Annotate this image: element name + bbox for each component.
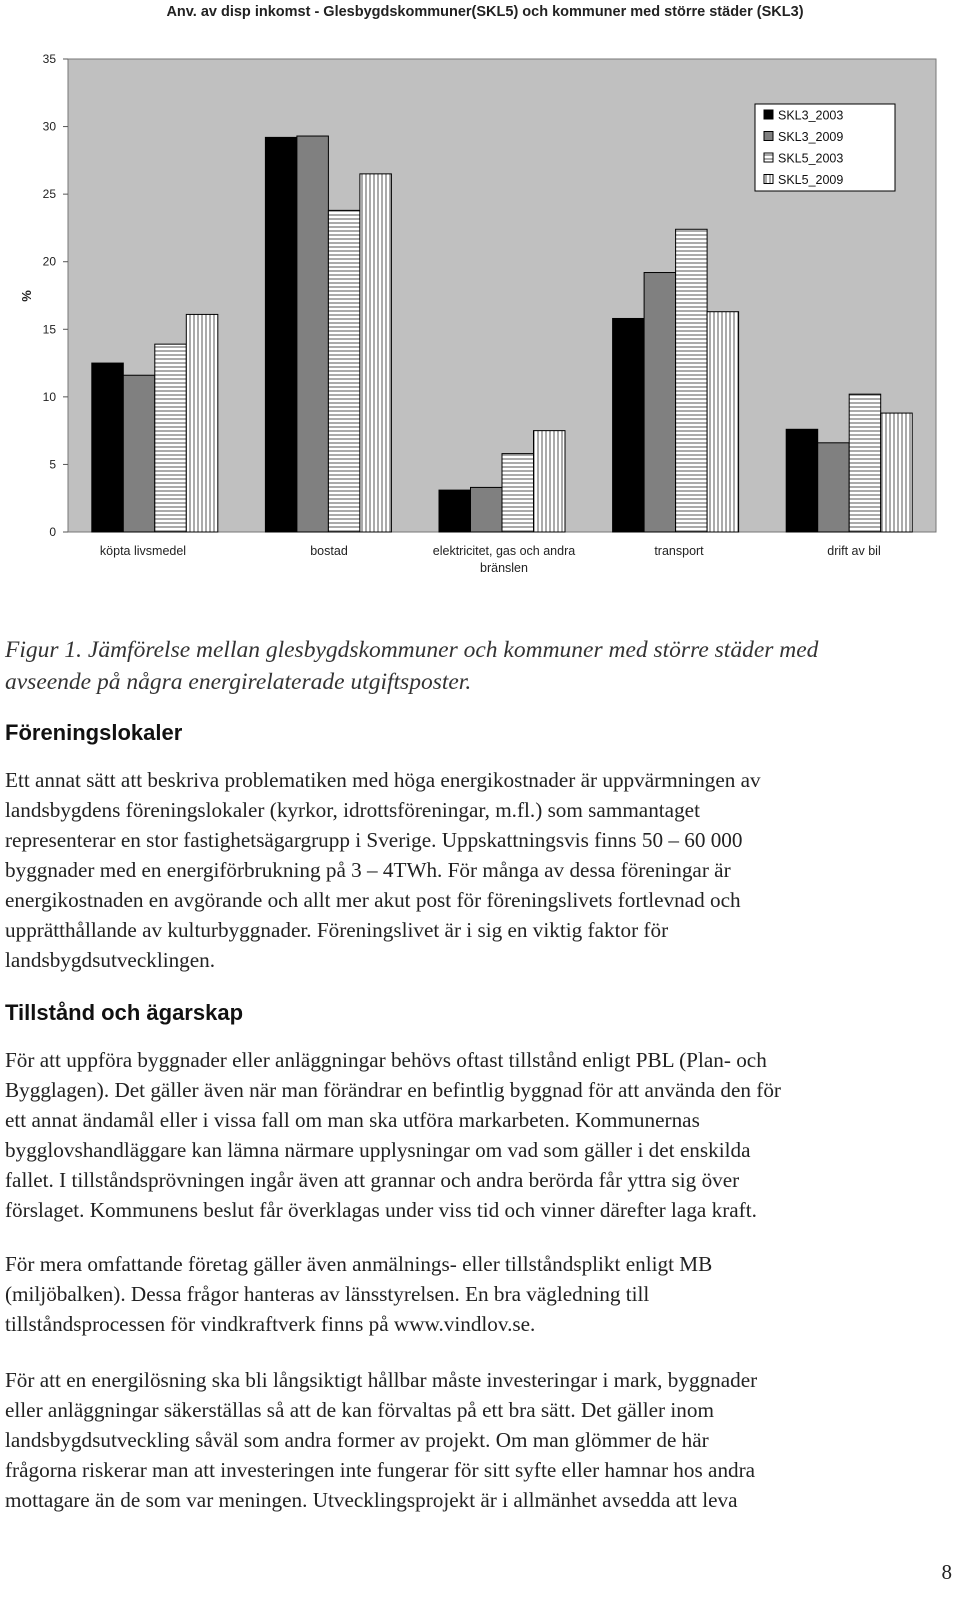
x-tick-label: köpta livsmedel — [99, 544, 187, 558]
text-line: representerar en stor fastighetsägargrupp i Sverige. Uppskattningsvis finns 50 – 60 000 — [5, 828, 743, 852]
legend-label: SKL3_2003 — [778, 108, 844, 123]
bar-skl5-2009 — [186, 314, 218, 532]
bar-skl3-2003 — [92, 363, 124, 532]
bar-skl5-2003 — [155, 344, 187, 532]
y-tick-label: 30 — [42, 119, 56, 134]
y-tick-label: 0 — [49, 525, 56, 539]
y-tick-label: 15 — [42, 322, 56, 337]
chart-title: Anv. av disp inkomst - Glesbygdskommuner(SKL5) och kommuner med större städer (SKL3) — [166, 4, 804, 20]
bar-skl5-2009 — [360, 174, 392, 532]
bar-chart — [0, 0, 960, 600]
text-line: förslaget. Kommunens beslut får överklagas under viss tid och vinner därefter laga kraft. — [5, 1198, 757, 1222]
text-line: fallet. I tillståndsprövningen ingår även att grannar och andra berörda får yttra sig över — [5, 1168, 740, 1192]
bar-skl3-2003 — [786, 429, 818, 532]
text-line: För att uppföra byggnader eller anläggningar behövs oftast tillstånd enligt PBL (Plan- och — [5, 1048, 767, 1072]
x-axis-labels — [100, 544, 881, 575]
figure-caption — [5, 634, 945, 698]
legend-swatch — [764, 175, 773, 184]
text-line: Bygglagen). Det gäller även när man förändrar en befintlig byggnad för att använda den för — [5, 1078, 781, 1102]
section-heading: Tillstånd och ägarskap — [5, 1000, 244, 1025]
bar-skl5-2009 — [881, 413, 913, 532]
legend — [755, 104, 895, 191]
legend-label: SKL5_2009 — [778, 173, 844, 187]
text-line: byggnader med en energiförbrukning på 3 – 4TWh. För många av dessa föreningar är — [5, 858, 731, 882]
text-line: landsbygdsutvecklingen. — [5, 948, 216, 972]
paragraph — [5, 1249, 940, 1339]
legend-swatch — [764, 110, 773, 119]
bar-skl5-2009 — [707, 312, 739, 532]
text-line: ett annat ändamål eller i vissa fall om man ska utföra markarbeten. Kommunernas — [5, 1108, 700, 1132]
x-tick-label: drift av bil — [827, 544, 881, 558]
text-line: landsbygdens föreningslokaler (kyrkor, idrottsföreningar, m.fl.) som sammantaget — [5, 798, 700, 822]
caption-line: Figur 1. Jämförelse mellan glesbygdskommuner och kommuner med större städer med — [5, 637, 819, 663]
x-tick-label: transport — [654, 544, 704, 558]
text-line: landsbygdsutveckling såväl som andra former av projekt. Om man glömmer de här — [5, 1428, 709, 1452]
bar-skl3-2009 — [644, 273, 676, 532]
legend-label: SKL5_2003 — [778, 151, 844, 166]
bar-skl3-2003 — [265, 137, 297, 532]
y-tick-label: 20 — [42, 254, 56, 269]
bar-skl3-2009 — [818, 443, 850, 532]
paragraph — [5, 1045, 940, 1225]
y-tick-label: 35 — [42, 52, 56, 66]
text-line: energikostnaden en avgörande och allt mer akut post för föreningslivets fortlevnad och — [5, 888, 741, 912]
legend-swatch — [764, 153, 773, 162]
bar-skl5-2003 — [676, 229, 708, 532]
text-line: eller anläggningar säkerställas så att de kan förvaltas på ett bra sätt. Det gäller inom — [5, 1398, 714, 1422]
legend-swatch — [764, 132, 773, 141]
bar-skl3-2003 — [613, 318, 645, 532]
bar-skl3-2009 — [123, 375, 155, 532]
text-line: bygglovshandläggare kan lämna närmare upplysningar om vad som gäller i det enskilda — [5, 1138, 751, 1162]
x-tick-label: elektricitet, gas och andra — [432, 544, 576, 558]
bar-skl3-2009 — [297, 136, 329, 532]
text-line: (miljöbalken). Dessa frågor hanteras av länsstyrelsen. En bra vägledning till — [5, 1282, 650, 1306]
text-line: tillståndsprocessen för vindkraftverk finns på www.vindlov.se. — [5, 1312, 536, 1336]
paragraph — [5, 1365, 940, 1515]
y-tick-label: 5 — [49, 457, 56, 472]
y-tick-label: 10 — [42, 389, 56, 404]
x-tick-label: bränslen — [480, 561, 528, 575]
y-axis — [43, 52, 68, 539]
text-line: För mera omfattande företag gäller även anmälnings- eller tillståndsplikt enligt MB — [5, 1252, 713, 1276]
bar-skl5-2009 — [534, 431, 566, 532]
text-line: För att en energilösning ska bli långsiktigt hållbar måste investeringar i mark, byggnader — [5, 1368, 758, 1392]
text-line: Ett annat sätt att beskriva problematiken med höga energikostnader är uppvärmningen av — [5, 768, 761, 792]
caption-line: avseende på några energirelaterade utgiftsposter. — [5, 669, 472, 695]
page-number: 8 — [941, 1560, 952, 1584]
text-line: frågorna riskerar man att investeringen inte fungerar för sitt syfte eller hamnar hos andra — [5, 1458, 756, 1482]
section-heading: Föreningslokaler — [5, 720, 183, 745]
text-line: mottagare än de som var meningen. Utvecklingsprojekt är i allmänhet avsedda att leva — [5, 1488, 738, 1512]
bar-skl5-2003 — [502, 454, 534, 532]
y-axis-label: % — [19, 290, 34, 302]
y-tick-label: 25 — [42, 187, 56, 202]
text-line: upprätthållande av kulturbyggnader. Föreningslivet är i sig en viktig faktor för — [5, 918, 669, 942]
bar-skl3-2003 — [439, 490, 471, 532]
bar-skl3-2009 — [471, 487, 503, 532]
x-tick-label: bostad — [310, 544, 348, 558]
paragraph — [5, 765, 940, 975]
legend-label: SKL3_2009 — [778, 130, 844, 144]
bar-skl5-2003 — [328, 210, 360, 532]
bar-skl5-2003 — [849, 394, 881, 532]
